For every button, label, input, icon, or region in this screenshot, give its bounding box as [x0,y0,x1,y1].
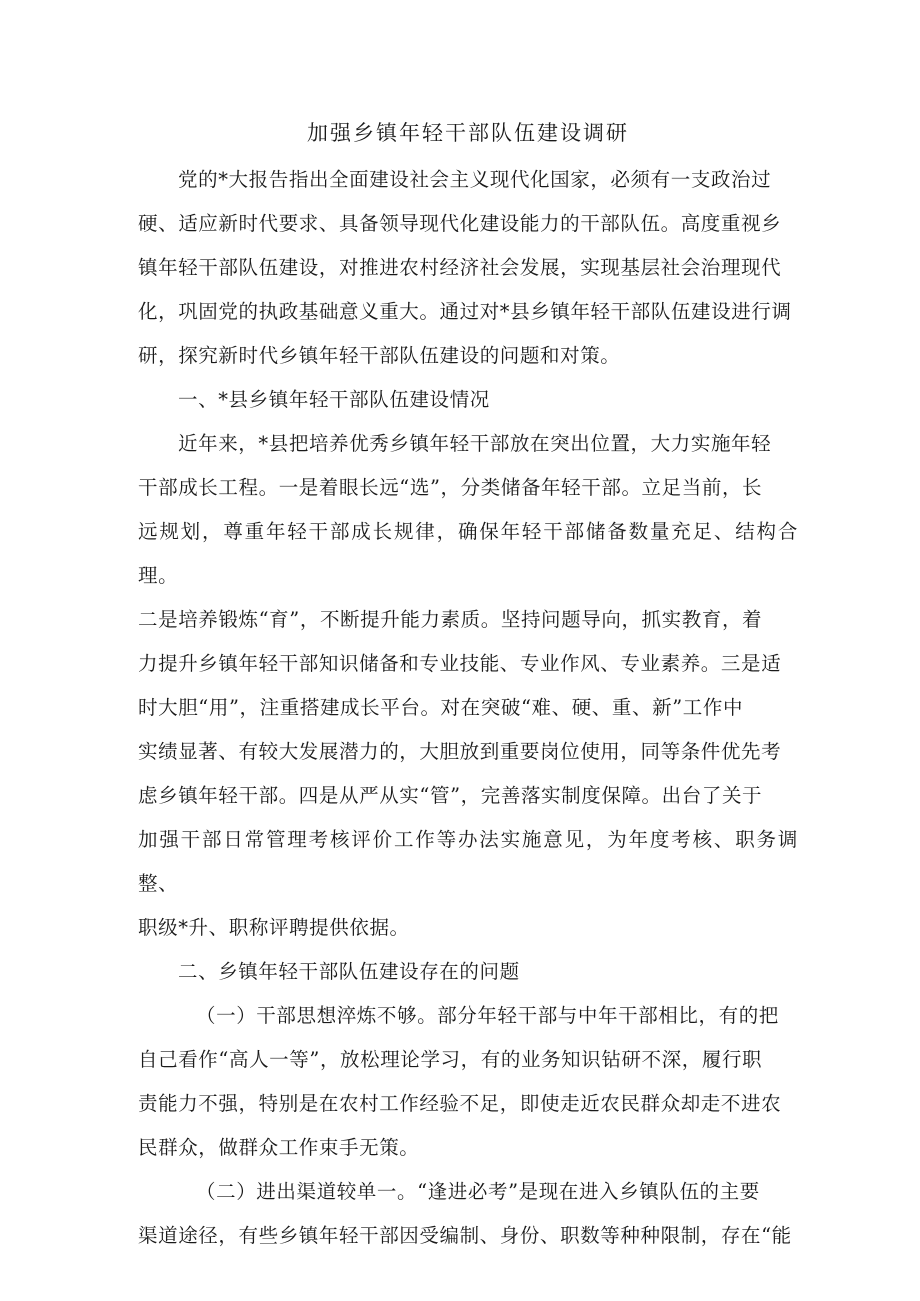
section1-line: 时大胆“用”，注重搭建成长平台。对在突破“难、硬、重、新”工作中 [138,696,744,719]
section1-heading: 一、*县乡镇年轻干部队伍建设情况 [178,388,490,411]
section2-paragraph-2 [138,1170,798,1258]
intro-line: 研，探究新时代乡镇年轻干部队伍建设的问题和对策。 [138,344,621,367]
section2-p2-line: （二）进出渠道较单一。“逢进必考”是现在进入乡镇队伍的主要 [196,1180,760,1203]
section2-p1-line: 自己看作“高人一等”，放松理论学习，有的业务知识钻研不深，履行职 [138,1048,763,1071]
intro-line: 化，巩固党的执政基础意义重大。通过对*县乡镇年轻干部队伍建设进行调 [138,300,792,323]
section2-p1-line: （一）干部思想淬炼不够。部分年轻干部与中年干部相比，有的把 [196,1004,779,1027]
section1-line: 近年来，*县把培养优秀乡镇年轻干部放在突出位置，大力实施年轻 [178,432,772,455]
section1-paragraph [138,422,798,950]
section1-line: 二是培养锻炼“育”，不断提升能力素质。坚持问题导向，抓实教育，着 [138,608,763,631]
section1-line: 远规划，尊重年轻干部成长规律，确保年轻干部储备数量充足、结构合理。 [138,520,798,587]
section1-line: 力提升乡镇年轻干部知识储备和专业技能、专业作风、专业素养。三是适 [138,652,782,675]
section2-p1-line: 责能力不强，特别是在农村工作经验不足，即使走近农民群众却走不进农 [138,1092,782,1115]
intro-paragraph [138,158,798,378]
document-title: 加强乡镇年轻干部队伍建设调研 [307,121,629,145]
document-page [138,108,798,1258]
intro-line: 镇年轻干部队伍建设，对推进农村经济社会发展，实现基层社会治理现代 [138,256,782,279]
intro-line: 硬、适应新时代要求、具备领导现代化建设能力的干部队伍。高度重视乡 [138,212,782,235]
section1-line: 职级*升、职称评聘提供依据。 [138,916,410,939]
section2-p2-line: 渠道途径，有些乡镇年轻干部因受编制、身份、职数等种种限制，存在“能 [138,1224,792,1247]
section1-line: 实绩显著、有较大发展潜力的，大胆放到重要岗位使用，同等条件优先考 [138,740,782,763]
section1-line: 加强干部日常管理考核评价工作等办法实施意见，为年度考核、职务调整、 [138,828,798,895]
section2-p1-line: 民群众，做群众工作束手无策。 [138,1136,420,1159]
section1-line: 干部成长工程。一是着眼长远“选”，分类储备年轻干部。立足当前，长 [138,476,763,499]
section2-heading: 二、乡镇年轻干部队伍建设存在的问题 [178,960,520,983]
section2-paragraph-1 [138,994,798,1170]
intro-line: 党的*大报告指出全面建设社会主义现代化国家，必须有一支政治过 [178,168,772,191]
section1-line: 虑乡镇年轻干部。四是从严从实“管”，完善落实制度保障。出台了关于 [138,784,763,807]
